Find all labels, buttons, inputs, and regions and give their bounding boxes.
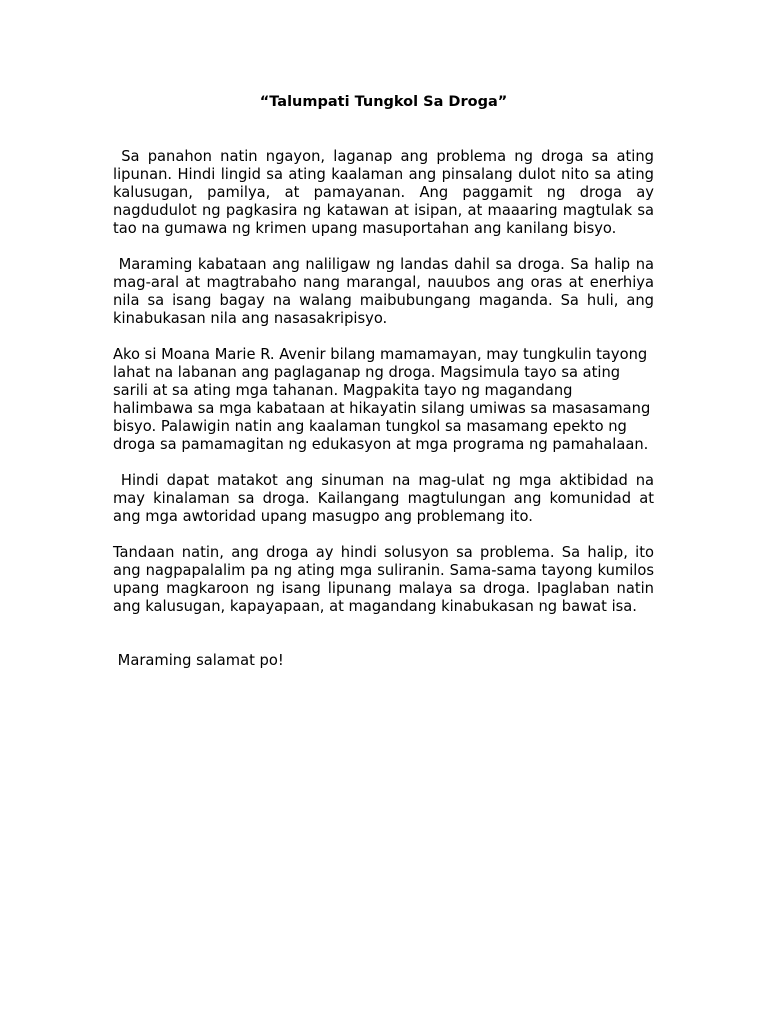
document-page: [113, 92, 659, 670]
paragraph-5: Tandaan natin, ang droga ay hindi solusyon sa problema. Sa halip, ito ang nagpapalalim pa ng ating mga suliranin. Sama-sama tayong kumilos upang magkaroon ng isang lipunang malaya sa droga. Ipaglaban natin ang kalusugan, kapayapaan, at magandang kinabukasan ng bawat isa.: [113, 544, 659, 615]
paragraph-4: Hindi dapat matakot ang sinuman na mag-ulat ng mga aktibidad na may kinalaman sa droga. Kailangang magtulungan ang komunidad at ang mga awtoridad upang masugpo ang problemang ito.: [113, 472, 659, 525]
closing-line: Maraming salamat po!: [113, 652, 284, 669]
paragraph-2: Maraming kabataan ang naliligaw ng landas dahil sa droga. Sa halip na mag-aral at magtrabaho nang marangal, nauubos ang oras at enerhiya nila sa isang bagay na walang maibubungang maganda. Sa huli, ang kinabukasan nila ang nasasakripisyo.: [113, 256, 659, 327]
document-title: “Talumpati Tungkol Sa Droga”: [259, 94, 508, 110]
paragraph-3: Ako si Moana Marie R. Avenir bilang mamamayan, may tungkulin tayong lahat na labanan ang paglaganap ng droga. Magsimula tayo sa ating sarili at sa ating mga tahanan. Magpakita tayo ng magandang halimbawa sa mga kabataan at hikayatin silang umiwas sa masasamang bisyo. Palawigin natin ang kaalaman tungkol sa masamang epekto ng droga sa pamamagitan ng edukasyon at mga programa ng pamahalaan.: [113, 346, 655, 453]
paragraph-1: Sa panahon natin ngayon, laganap ang problema ng droga sa ating lipunan. Hindi lingid sa ating kaalaman ang pinsalang dulot nito sa ating kalusugan, pamilya, at pamayanan. Ang paggamit ng droga ay nagdudulot ng pagkasira ng katawan at isipan, at maaaring magtulak sa tao na gumawa ng krimen upang masuportahan ang kanilang bisyo.: [113, 148, 659, 237]
